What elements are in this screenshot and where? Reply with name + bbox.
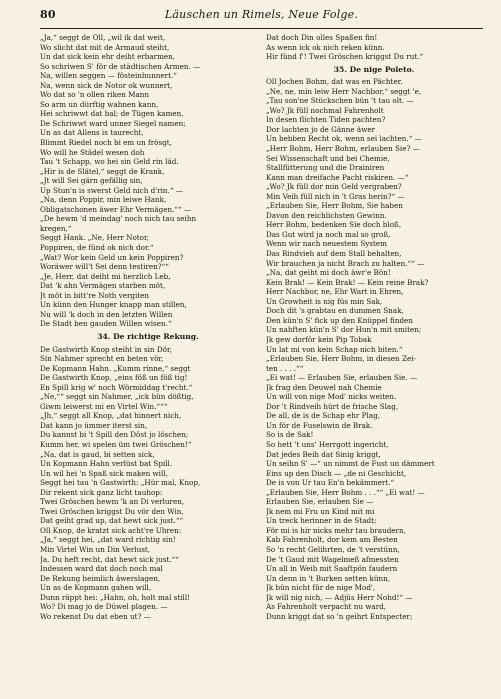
text-line: Wo rekenst Du dat eben ut? —: [40, 611, 151, 621]
text-line: Dat jedes Beih dat Sinig kriggt,: [266, 449, 381, 459]
text-line: Das Gut wird ja noch mal so groß,: [266, 229, 391, 239]
text-line: Un denn in 't Burken setten künn,: [266, 573, 391, 583]
text-line: Eins up den Disch — „de ni Geschicht,: [266, 468, 407, 478]
text-line: „Erlauben Sie, Herr Bohm . . .““ „Ei wat! —: [266, 487, 425, 497]
text-line: Na, wenn sick de Notor ok wunnert,: [40, 80, 173, 90]
text-line: Kein Brak! — Kein Brak! — Kein reine Brak?: [266, 277, 429, 287]
page-header: [40, 8, 483, 26]
text-line: Wo slicht dat mit de Armaud steiht,: [40, 42, 170, 52]
text-line: De Gastwirth Knop, „eins föß un föß tig!: [40, 373, 188, 383]
running-title: Läuschen un Rimels, Neue Folge.: [164, 8, 359, 21]
text-line: Un bebben Recht ok, wenn sei lachten.“ —: [266, 134, 422, 144]
text-line: De Stadt ben gauden Willen wisen.“: [40, 319, 172, 329]
text-line: Un as dat Allens is taurecht,: [40, 128, 144, 138]
text-line: „Herr Bohm, Herr Bohm, erlauben Sie? —: [266, 144, 420, 154]
text-line: De all, de is de Schap ehr Plag,: [266, 411, 380, 421]
text-line: De Rekung heimlich äwerslagen,: [40, 573, 161, 583]
text-line: kregen,“: [40, 223, 72, 233]
text-line: So arm un dürftig wahnen kann,: [40, 99, 159, 109]
text-line: Dunn kriggt dat so 'n geihrt Entspecter;: [266, 611, 413, 621]
text-line: Das Rindvieh auf dem Stall behalten,: [266, 249, 402, 259]
section-heading: 35. De nige Poleto.: [333, 64, 415, 74]
text-line: Obligatschonen äwer Ehr Vermägen.““ —: [40, 204, 192, 214]
text-line: Seggt hei tau 'n Gastwirth: „Hür mal, Knop,: [40, 478, 201, 488]
text-line: So 'n recht Gelihrten, de 't verstünn,: [266, 544, 400, 554]
text-line: Kab Fahrenholt, dor kem am Besten: [266, 535, 398, 545]
text-line: „Jh,“ seggt all Knop, „dat hinnert nich,: [40, 411, 182, 421]
text-line: „De hewm 'd meindag' noch nich tau seihn: [40, 214, 197, 224]
text-line: Un dat sick kein ehr deiht erbarmen,: [40, 52, 176, 62]
text-line: ten . . . .““: [266, 363, 304, 373]
text-line: Wo? Di mag jo de Düwel plagen. —: [40, 602, 168, 612]
text-line: Wo will he Städel wesen doh: [40, 147, 145, 157]
text-line: Twei Gröschen kriggst Du vör den Win,: [40, 506, 184, 516]
text-line: „Ja,“ seggt hei, „dat ward richtig sin!: [40, 535, 176, 545]
text-line: Giwm leiwerst mi en Virtel Win.“““: [40, 401, 168, 411]
text-line: Oll Jochen Bohm, dat was en Pächter.: [266, 77, 403, 87]
text-line: Davon den reichlichsten Gewinn.: [266, 210, 387, 220]
text-line: „Wo? Jk füll nochmal Fahrenholt: [266, 105, 384, 115]
text-line: Dunn räppt hei: „Hahn, oh, holt mal still!: [40, 592, 191, 602]
text-line: Un wil hei 'n Spaß sick maken will,: [40, 468, 168, 478]
text-line: Kumm her, wi spelen üm twei Gröschen!“: [40, 439, 192, 449]
text-line: Jt möt in bitt're Noth vergiten: [40, 290, 150, 300]
text-line: „Ne, ne, min leiw Herr Nachbor,“ seggt 'e,: [266, 86, 422, 96]
header-rule: [40, 28, 483, 29]
text-line: „Hir is de Slätel,“ seggt de Krank,: [40, 166, 165, 176]
text-line: Un will von nige Mod' nicks weiten.: [266, 392, 397, 402]
text-line: Twei Gröschen hewm 'k an Di verluren,: [40, 497, 185, 507]
text-line: In desen flichten Tiden pachten?: [266, 115, 386, 125]
text-line: Un lat mi von kein Schap nich biten.“: [266, 344, 403, 354]
text-columns: [40, 33, 483, 621]
text-line: Seggt Hank. „Ne, Herr Notor,: [40, 233, 149, 243]
text-line: Dir rekent sick ganz licht tauhop:: [40, 487, 163, 497]
text-line: Stallfütterung und die Drainiren: [266, 163, 385, 173]
text-line: Jk will nig nich, — Adjüs Herr Nohd!“ —: [266, 592, 413, 602]
text-line: Den kün'n S' fick up den Knüppel finden: [266, 315, 413, 325]
text-line: De Gastwirth Knop steiht in sin Dör,: [40, 344, 172, 354]
text-line: Dat doch Din olles Spaßen fin!: [266, 33, 378, 42]
text-line: Un för de Fuselswin de Brak.: [266, 420, 373, 430]
text-line: Herr Bohm, bedenken Sie doch bloß,: [266, 220, 402, 230]
text-line: Na, willen seggen — fösteinhunnert.“: [40, 71, 177, 81]
text-line: „Ei wat! — Erlauben Sie, erlauben Sie. —: [266, 373, 418, 383]
text-line: De Kopmann Hahn. „Kumm rinne,“ seggt: [40, 363, 191, 373]
text-line: Dat 'k ahn Vermägen starben möt,: [40, 281, 166, 291]
text-line: Indessen ward dat doch noch mal: [40, 564, 163, 574]
text-line: Dor 't Rindveih hürt de frische Slag,: [266, 401, 399, 411]
text-line: Min Veih füll nich in 't Gras herin?“ —: [266, 191, 405, 201]
text-line: Un künn den Hunger knapp man stillen,: [40, 300, 187, 310]
left-column: [40, 33, 256, 621]
text-line: För mi is hir nicks mehr tau braudern,: [266, 525, 406, 535]
text-line: Doch dit 's grabtau en dummen Snak,: [266, 306, 404, 316]
text-line: Blimmt Riedel noch bi em un frösgt,: [40, 138, 172, 148]
text-line: Min Virtel Win un Din Verlust,: [40, 544, 151, 554]
text-line: Dat geiht grad up, dat hewt sick just.““: [40, 516, 184, 526]
text-line: „Erlauben Sie, Herr Bohm, in diesen Zei-: [266, 354, 416, 364]
text-line: Herr Nachbor, ne, Ehr Wart in Ehren,: [266, 287, 404, 297]
section-heading: 34. De richtige Rekung.: [97, 331, 199, 341]
text-line: „Jt will Sei gärn gefällig sin,: [40, 176, 143, 186]
text-line: Un nahften kün'n S' dor Hun'n mit smiten;: [266, 325, 422, 335]
text-line: „Erlauben Sie, Herr Bohm, Sie haben: [266, 201, 403, 211]
text-line: „Je, Herr, dat deiht mi herzlich Leb,: [40, 271, 171, 281]
text-line: Hir fünd f'! Twei Gröschen kriggst Du rut.“: [266, 52, 424, 62]
text-line: So is de Sak!: [266, 430, 314, 440]
right-column: [266, 33, 482, 621]
text-line: De Schriwwt ward unner Siegel namen;: [40, 118, 186, 128]
text-line: „Na, denn Poppir, min leiwe Hank,: [40, 195, 167, 205]
text-line: Un all in Weih mit Saaftpön faudern: [266, 564, 398, 574]
text-line: Erlauben Sie, erlauben Sie —: [266, 497, 374, 507]
text-line: „Ja,“ seggt de Oll, „wil ik dat weit,: [40, 33, 166, 42]
text-line: „Wo? Jk füll dor min Geld vergraben?: [266, 182, 402, 192]
text-line: De 't Gaud mit Wagelmeß afmessten: [266, 554, 399, 564]
text-line: Jk frag den Deuwel nah Chemie: [266, 382, 382, 392]
text-line: Jk gew dorför kein Pip Tobak: [266, 334, 372, 344]
text-line: „Na, dat is gaud, bi setten sick,: [40, 449, 155, 459]
text-line: Un Growheit is nig füs min Sak,: [266, 296, 383, 306]
text-line: So schriwen S' för de städtischen Armen. —: [40, 61, 201, 71]
text-line: „Na, dat geiht mi doch äwr'e Bön!: [266, 268, 391, 278]
text-line: Hei schriwwt dat bal; de Tügen kamen,: [40, 109, 184, 119]
text-line: Un seihn S' —“ un nimmt de Fust un dämmert: [266, 459, 435, 469]
text-line: „Ne,““ seggt sin Nahmer, „ick bün dößtig,: [40, 392, 194, 402]
page-number: 80: [40, 8, 56, 21]
text-line: Poppiren, de fünd ok nich dor.“: [40, 243, 154, 253]
text-line: „Tau son'ne Stückschen bün 't tau olt. —: [266, 96, 414, 106]
text-line: Kann man dreifache Pacht riskiren. —“: [266, 172, 409, 182]
text-line: Sei Wissenschaft und bei Chemie,: [266, 153, 390, 163]
text-line: Up Stun'n is swerst Geld nich d'rin.“ —: [40, 185, 183, 195]
text-line: So hett 't uns' Herrgott ingericht,: [266, 439, 389, 449]
text-line: Dat kann jo ümmer iterst sin,: [40, 420, 148, 430]
text-line: Nu will 'k doch in den letzten Willen: [40, 309, 173, 319]
text-line: Oll Knop, de kratzt sick acht're Uhren:: [40, 525, 182, 535]
text-line: Jk bün nicht für de nige Mod',: [266, 583, 376, 593]
text-line: Jk nem mi Fru un Kind mit mi: [266, 506, 375, 516]
text-line: Wenn wir nach neuestem System: [266, 239, 387, 249]
text-line: Du kannst bi 't Spill den Döst jo löschen;: [40, 430, 189, 440]
text-line: Ja, Du heft recht, dat hewt sick just.““: [40, 554, 179, 564]
text-line: As wenn ick ok nich reken künn.: [266, 42, 385, 52]
text-line: Tau 't Schapp, wo hei sin Geld rin läd.: [40, 157, 179, 167]
text-line: „Wat? Wor kein Geld un kein Poppiren?: [40, 252, 184, 262]
text-line: As Fahrenholt verpacht nu ward,: [266, 602, 387, 612]
text-line: Wir brauchen ja nicht Brach zu halten.““ —: [266, 258, 425, 268]
text-line: Dor lachten jo de Gänne äwer: [266, 124, 376, 134]
text-line: Sin Nahmer sprecht en beten vör,: [40, 354, 164, 364]
text-line: Un treck herinner in de Stadt;: [266, 516, 377, 526]
text-line: De is von Ur tau En'n bekämmert.“: [266, 478, 395, 488]
text-line: En Spill krig w' noch Wörmiddag t'recht.“: [40, 382, 193, 392]
text-line: Woräwer will't Sei denn testiren?““: [40, 262, 169, 272]
text-line: Un as de Kopmann gahen will,: [40, 583, 152, 593]
text-line: Un Kopmann Hahn verlüst bat Spill.: [40, 459, 173, 469]
text-line: Wo dat so 'n ollen riken Mann: [40, 90, 150, 100]
